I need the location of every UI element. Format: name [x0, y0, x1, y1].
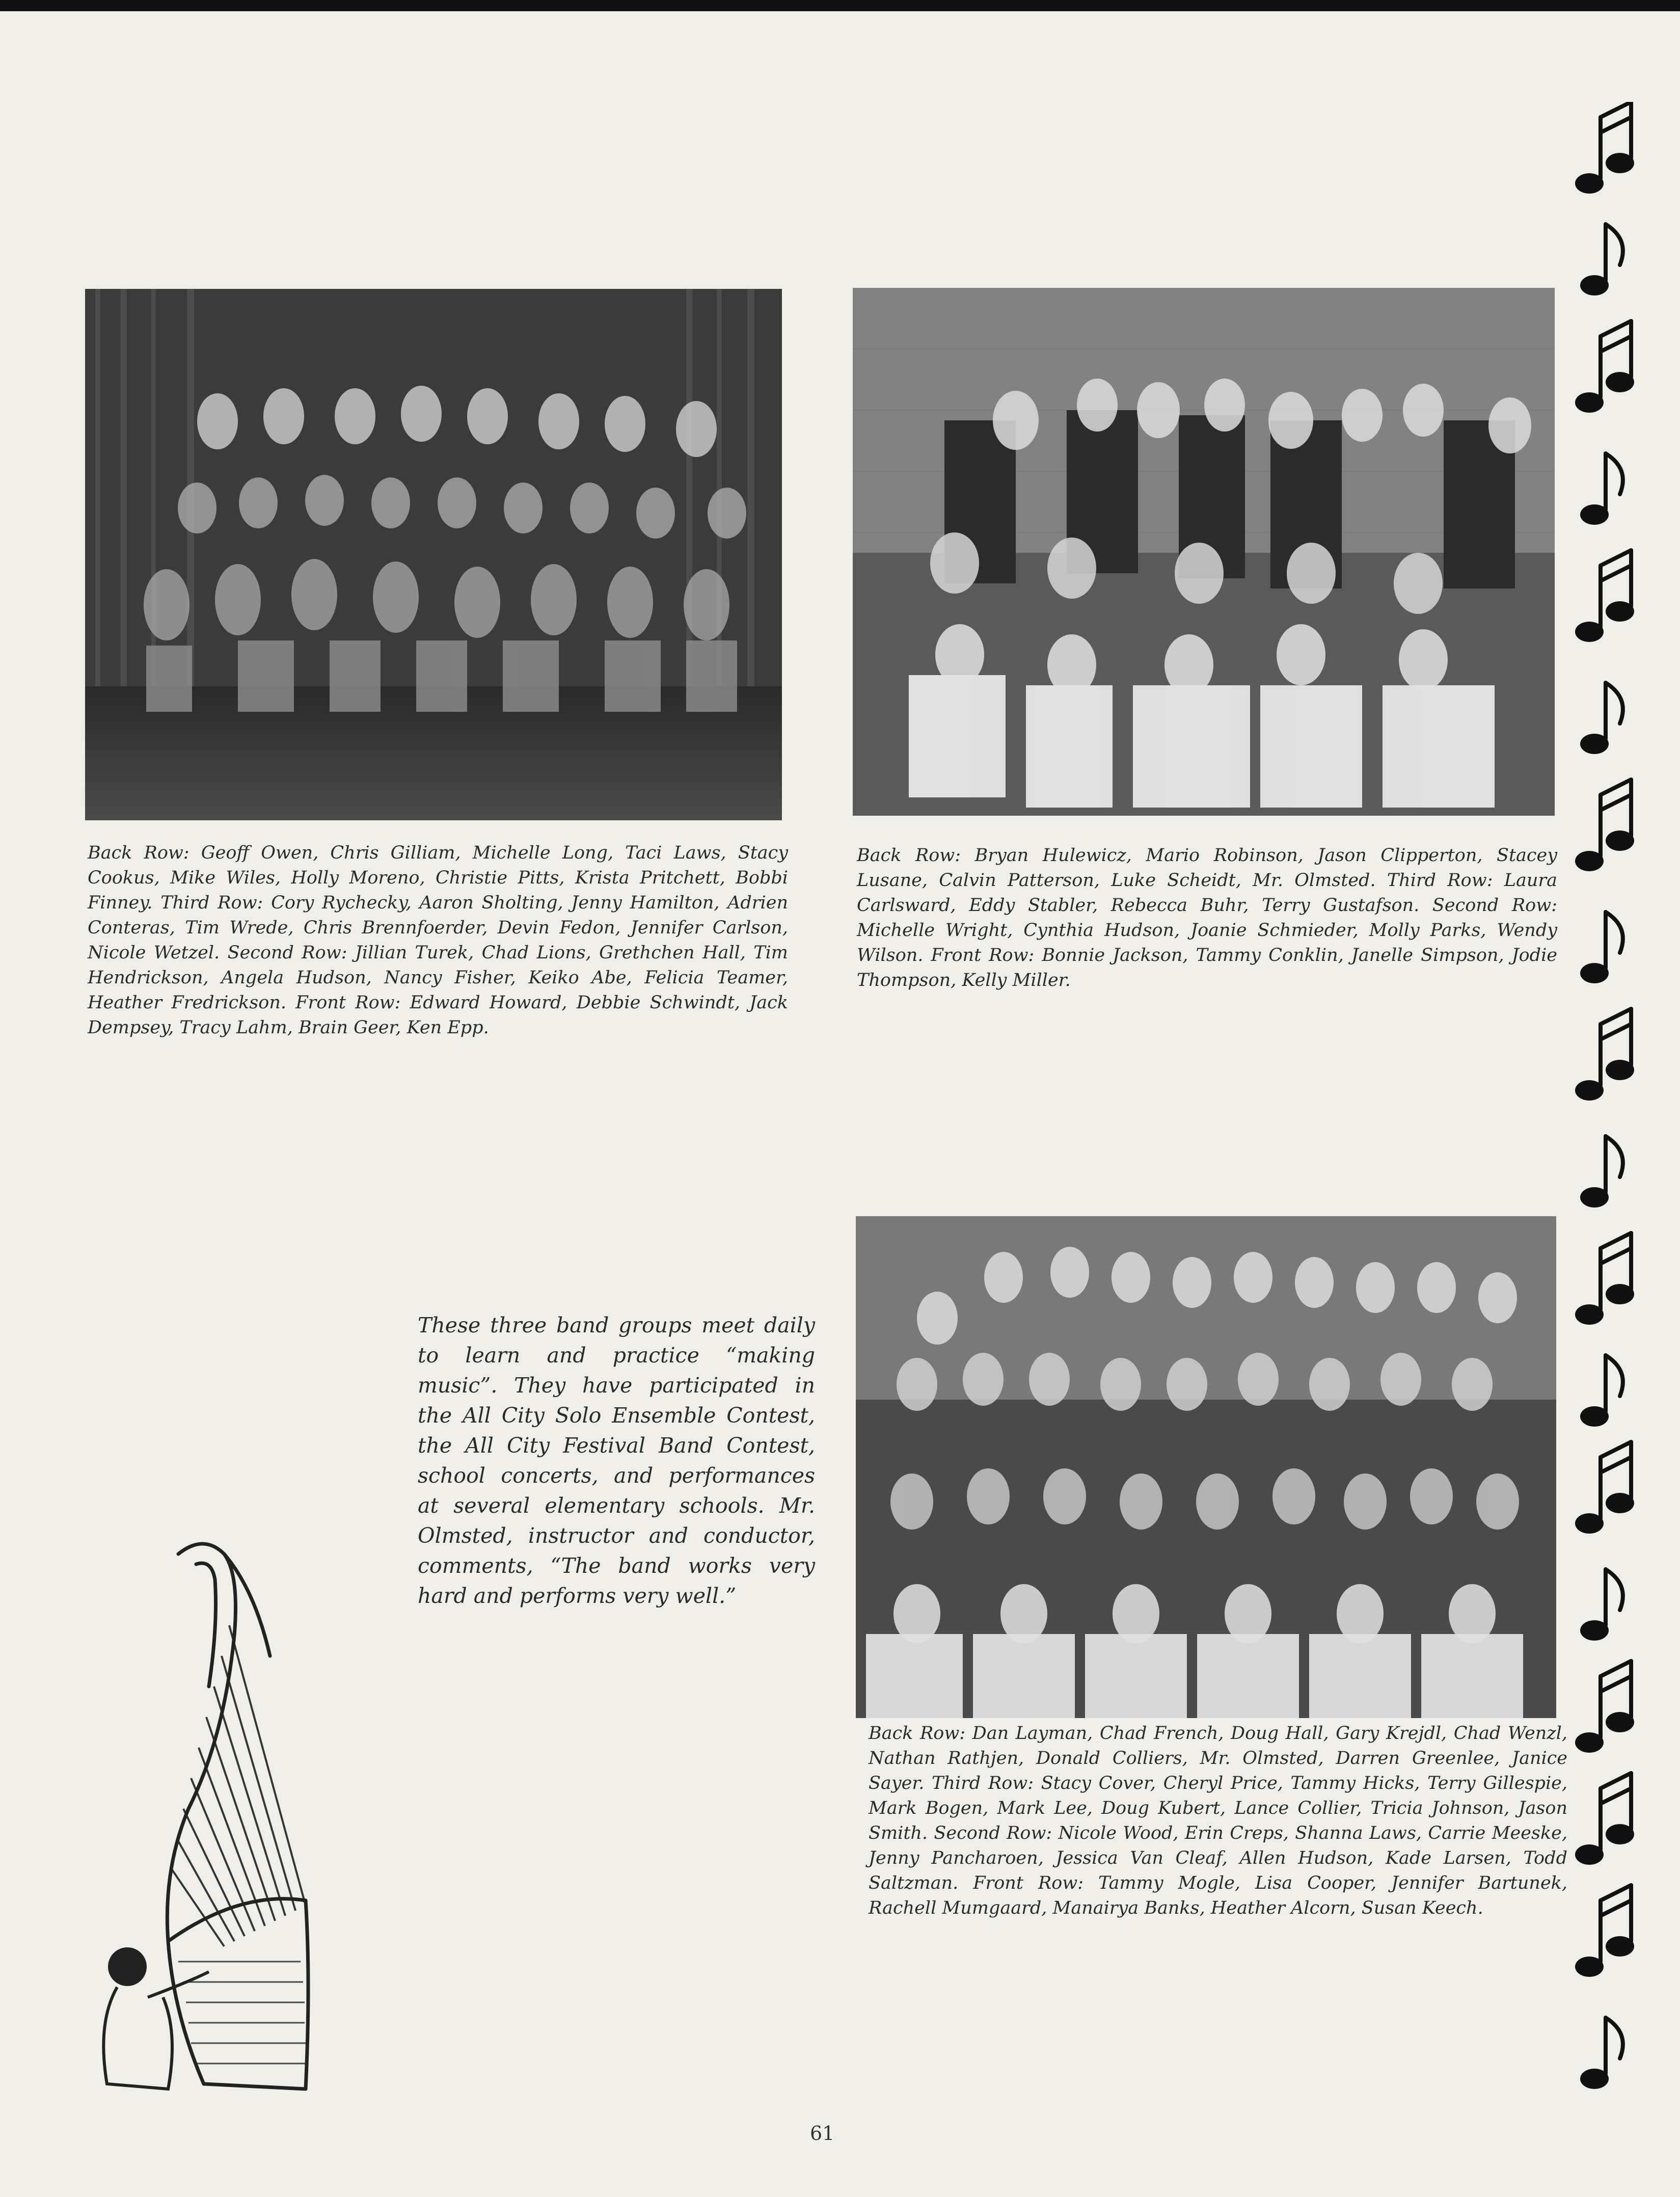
harp-player-icon [87, 1523, 321, 2099]
band-photo-top-left [85, 289, 782, 820]
music-notes-icon [1569, 102, 1671, 2120]
caption-bottom-right: Back Row: Dan Layman, Chad French, Doug Hall, Gary Krejdl, Chad Wenzl, Nathan Rathjen, Donald Colliers, Mr. Olmsted, Darren Greenlee, Janice Sayer. Third Row: Stacy Cover, Cheryl Price, Tammy Hicks, Terry Gillespie, Mark Bogen, Mark Lee, Doug Kubert, Lance Collier, Tricia Johnson, Jason Smith. Second Row: Nicole Wood, Erin Creps, Shanna Laws, Carrie Meeske, Jenny Pancharoen, Jessica Van Cleaf, Allen Hudson, Kade Larsen, Todd Saltzman. Front Row: Tammy Mogle, Lisa Cooper, Jennifer Bartunek, Rachell Mumgaard, Manairya Banks, Heather Alcorn, Susan Keech. [869, 1723, 1567, 1918]
page-top-edge [0, 0, 1680, 11]
band-description-text: These three band groups meet daily to learn and practice “making music”. They have participated in the All City Solo Ensemble Contest, the All City Festival Band Contest, school concerts, and performances at several elementary schools. Mr. Olmsted, instructor and conductor, comments, “The band works very hard and performs very well.” [418, 1313, 815, 1608]
page-number: 61 [810, 2122, 835, 2145]
band-photo-top-right [853, 288, 1555, 816]
caption-top-left: Back Row: Geoff Owen, Chris Gilliam, Michelle Long, Taci Laws, Stacy Cookus, Mike Wiles, Holly Moreno, Christie Pitts, Krista Pritchett, Bobbi Finney. Third Row: Cory Rychecky, Aaron Sholting, Jenny Hamilton, Adrien Conteras, Tim Wrede, Chris Brennfoerder, Devin Fedon, Jennifer Carlson, Nicole Wetzel. Second Row: Jillian Turek, Chad Lions, Grethchen Hall, Tim Hendrickson, Angela Hudson, Nancy Fisher, Keiko Abe, Felicia Teamer, Heather Fredrickson. Front Row: Edward Howard, Debbie Schwindt, Jack Dempsey, Tracy Lahm, Brain Geer, Ken Epp. [88, 843, 788, 1038]
caption-top-right: Back Row: Bryan Hulewicz, Mario Robinson, Jason Clipperton, Stacey Lusane, Calvin Patterson, Luke Scheidt, Mr. Olmsted. Third Row: Laura Carlsward, Eddy Stabler, Rebecca Buhr, Terry Gustafson. Second Row: Michelle Wright, Cynthia Hudson, Joanie Schmieder, Molly Parks, Wendy Wilson. Front Row: Bonnie Jackson, Tammy Conklin, Janelle Simpson, Jodie Thompson, Kelly Miller. [857, 845, 1557, 990]
band-photo-bottom-right [856, 1216, 1556, 1718]
